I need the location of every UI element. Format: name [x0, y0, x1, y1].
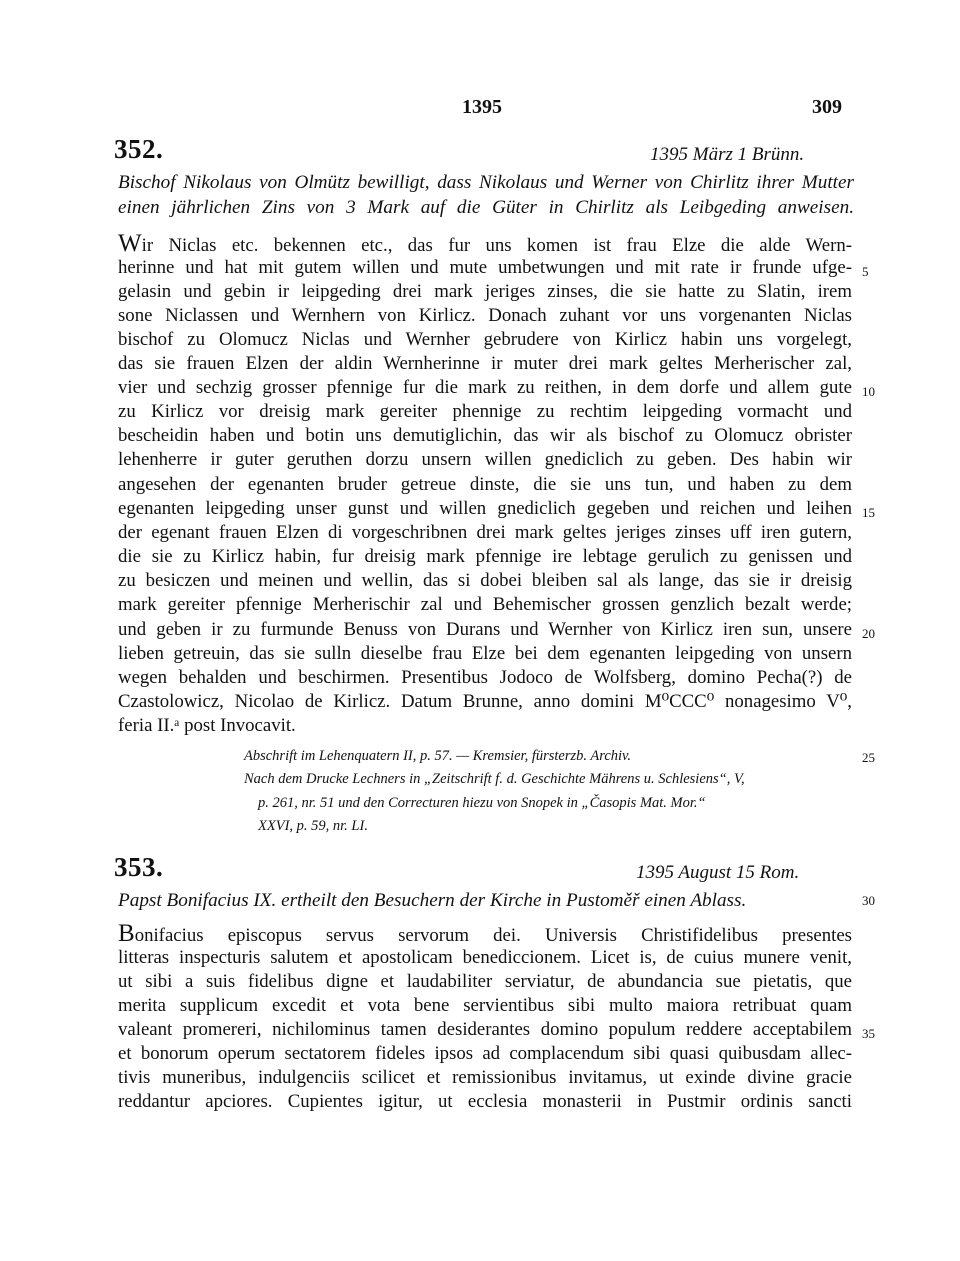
- text-line: Czastolowicz, Nicolao de Kirlicz. Datum Brunne, anno domini M⁰CCC⁰ nonagesimo V⁰,: [118, 691, 852, 712]
- initial-letter: B: [118, 920, 135, 947]
- text-line: egenanten leipgeding unser gunst und willen gnediclich gegeben und reichen und leihen: [118, 498, 852, 519]
- line-number: 30: [862, 893, 875, 908]
- text-line: lieben getreuin, das sie sulln dieselbe frau Elze bei dem egenanten leipgeding von unsern: [118, 643, 852, 664]
- text-line: herinne und hat mit gutem willen und mute umbetwungen und mit rate ir frunde ufge-: [118, 257, 852, 278]
- text-line: mark gereiter pfennige Merherischir zal und Behemischer grossen genzlich bezalt werde;: [118, 594, 852, 615]
- text-line: das sie frauen Elzen der aldin Wernherinne ir muter drei mark geltes Merherischer zal,: [118, 353, 852, 374]
- line-number: 25: [862, 750, 875, 765]
- text-line: Bonifacius episcopus servus servorum dei. Universis Christifidelibus presentes: [118, 920, 852, 947]
- line-number: 10: [862, 384, 875, 399]
- text-line: der egenant frauen Elzen di vorgeschribnen drei mark geltes jeriges zinses uff iren gutern,: [118, 522, 852, 543]
- line-number: 35: [862, 1026, 875, 1041]
- running-head-year: 1395: [462, 96, 502, 118]
- text-line: Wir Niclas etc. bekennen etc., das fur uns komen ist frau Elze die alde Wern-: [118, 230, 852, 257]
- source-note: Abschrift im Lehenquatern II, p. 57. — Kremsier, fürsterzb. Archiv.: [244, 748, 632, 764]
- text-line: ut sibi a suis fidelibus digne et laudabiliter serviatur, de abundancia sue pietatis, que: [118, 971, 852, 992]
- line-number: 5: [862, 264, 869, 279]
- text-line: gelasin und gebin ir leipgeding drei mark jeriges zinses, die sie hatte zu Slatin, irem: [118, 281, 852, 302]
- entry-title-line: Bischof Nikolaus von Olmütz bewilligt, dass Nikolaus und Werner von Chirlitz ihrer Mutter: [118, 172, 854, 193]
- text-line: merita supplicum excedit et vota bene servientibus sibi multo maiora retribuat quam: [118, 995, 852, 1016]
- text-line: feria II.ᵃ post Invocavit.: [118, 715, 296, 736]
- text-line: valeant promereri, nichilominus tamen desiderantes domino populum reddere acceptabilem: [118, 1019, 852, 1040]
- text-line: und geben ir zu furmunde Benuss von Durans und Wernher von Kirlicz iren sun, unsere: [118, 619, 852, 640]
- source-note: XXVI, p. 59, nr. LI.: [258, 818, 368, 834]
- text-line: et bonorum operum sectatorem fideles ipsos ad complacendum sibi quasi quibusdam allec-: [118, 1043, 852, 1064]
- initial-letter: W: [118, 230, 142, 257]
- text-line: lehenherre ir guter geruthen dorzu unsern willen gnediclich zu geben. Des habin wir: [118, 449, 852, 470]
- text-line: wegen behalden und beschirmen. Presentibus Jodoco de Wolfsberg, domino Pecha(?) de: [118, 667, 852, 688]
- text-line: zu besiczen und meinen und wellin, das si dobei bleiben sal als lange, das sie ir dreisig: [118, 570, 852, 591]
- text-line: angesehen der egenanten bruder getreue dinste, die sie uns tun, und haben zu dem: [118, 474, 852, 495]
- entry-title-line: einen jährlichen Zins von 3 Mark auf die Güter in Chirlitz als Leibgeding anweisen.: [118, 197, 854, 218]
- entry-date: 1395 August 15 Rom.: [636, 862, 800, 883]
- line-number: 20: [862, 626, 875, 641]
- line-number: 15: [862, 505, 875, 520]
- entry-number: 352.: [114, 134, 164, 164]
- source-note: Nach dem Drucke Lechners in „Zeitschrift f. d. Geschichte Mährens u. Schlesiens“, V,: [244, 771, 745, 787]
- entry-number: 353.: [114, 852, 164, 882]
- entry-title-line: Papst Bonifacius IX. ertheilt den Besuchern der Kirche in Pustoměř einen Ablass.: [118, 890, 747, 911]
- text-line: bischof zu Olomucz Niclas und Wernher gebrudere von Kirlicz habin uns vorgelegt,: [118, 329, 852, 350]
- text-line: vier und sechzig grosser pfennige fur die mark zu reithen, in dem dorfe und allem gute: [118, 377, 852, 398]
- page-number: 309: [812, 96, 842, 118]
- entry-date: 1395 März 1 Brünn.: [650, 144, 805, 165]
- text-line: tivis muneribus, indulgenciis scilicet et remissionibus invitamus, ut exinde divine gracie: [118, 1067, 852, 1088]
- text-line: zu Kirlicz vor dreisig mark gereiter phennige zu rechtim leipgeding vormacht und: [118, 401, 852, 422]
- text-line: sone Niclassen und Wernhern von Kirlicz. Donach zuhant vor uns vorgenanten Niclas: [118, 305, 852, 326]
- source-note: p. 261, nr. 51 und den Correcturen hiezu von Snopek in „Časopis Mat. Mor.“: [258, 795, 706, 811]
- text-line: reddantur apciores. Cupientes igitur, ut ecclesia monasterii in Pustmir ordinis sancti: [118, 1091, 852, 1112]
- text-line: bescheidin haben und botin uns demutiglichin, das wir als bischof zu Olomucz obrister: [118, 425, 852, 446]
- text-line: litteras inspecturis salutem et apostolicam benediccionem. Licet is, de cuius munere venit,: [118, 947, 852, 968]
- text-line: die sie zu Kirlicz habin, fur dreisig mark pfennige ire lebtage gerulich zu genissen und: [118, 546, 852, 567]
